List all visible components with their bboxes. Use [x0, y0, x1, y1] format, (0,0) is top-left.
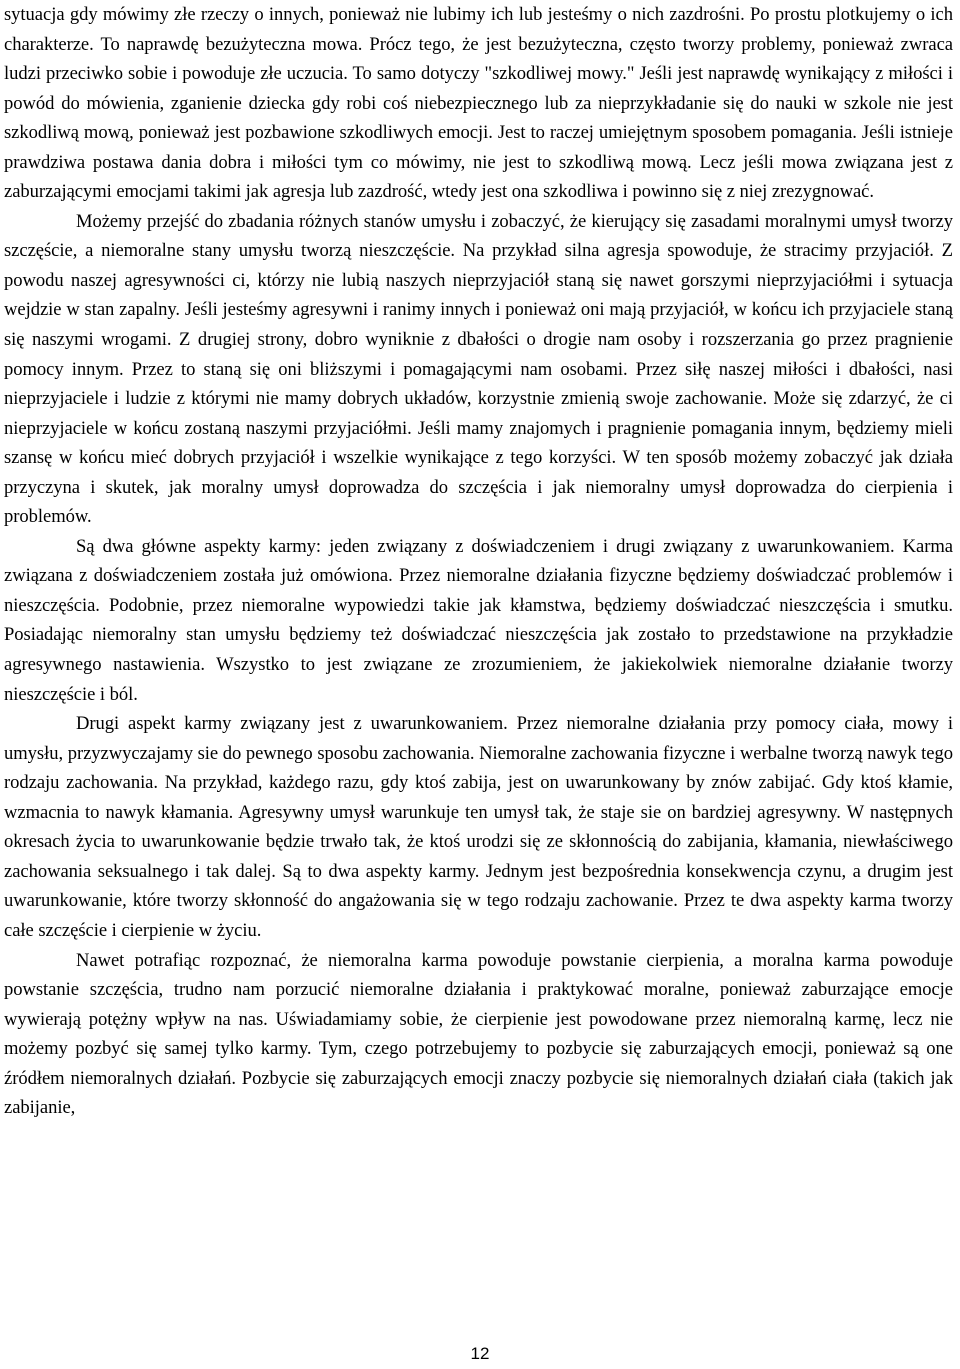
paragraph: Drugi aspekt karmy związany jest z uwarunkowaniem. Przez niemoralne działania przy pomocy ciała, mowy i umysłu, przyzwyczajamy sie do pewnego sposobu zachowania. Niemoralne zachowania fizyczne i werbalne tworzą nawyk tego rodzaju zachowania. Na przykład, każdego razu, gdy ktoś zabija, jest on uwarunkowany by znów zabijać. Gdy ktoś kłamie, wzmacnia to nawyk kłamania. Agresywny umysł warunkuje ten umysł tak, że staje sie on bardziej agresywny. W następnych okresach życia to uwarunkowanie będzie trwało tak, że ktoś urodzi się ze skłonnością do zabijania, kłamania, niewłaściwego zachowania seksualnego i tak dalej. Są to dwa aspekty karmy. Jednym jest bezpośrednia konsekwencja czynu, a drugim jest uwarunkowanie, które tworzy skłonność do angażowania się w tego rodzaju zachowanie. Przez te dwa aspekty karma tworzy całe szczęście i cierpienie w życiu.: [4, 713, 953, 941]
paragraph: Możemy przejść do zbadania różnych stanów umysłu i zobaczyć, że kierujący się zasadami moralnymi umysł tworzy szczęście, a niemoralne stany umysłu tworzą nieszczęście. Na przykład silna agresja spowoduje, że stracimy przyjaciół. Z powodu naszej agresywności ci, którzy nie lubią naszych nieprzyjaciół staną się nawet gorszymi nieprzyjaciółmi i sytuacja wejdzie w stan zapalny. Jeśli jesteśmy agresywni i ranimy innych i ponieważ oni mają przyjaciół, w końcu ich przyjaciele staną się naszymi wrogami. Z drugiej strony, dobro wyniknie z dbałości o drogie nam osoby i rozszerzania go przez pragnienie pomocy innym. Przez to staną się oni bliższymi i pomagającymi nam osobami. Przez siłę naszej miłości i dbałości, nasi nieprzyjaciele i ludzie z którymi nie mamy dobrych układów, korzystnie zmienią swoje zachowanie. Może się zdarzyć, że ci nieprzyjaciele w końcu zostaną naszymi przyjaciółmi. Jeśli mamy znajomych i pragnienie pomagania innym, będziemy mieli szansę w końcu mieć dobrych przyjaciół i wszelkie wynikające z tego korzyści. W ten sposób możemy zobaczyć jak działa przyczyna i skutek, jak moralny umysł doprowadza do szczęścia i jak niemoralny umysł doprowadza do cierpienia i problemów.: [4, 210, 953, 528]
paragraph: Są dwa główne aspekty karmy: jeden związany z doświadczeniem i drugi związany z uwarunkowaniem. Karma związana z doświadczeniem została już omówiona. Przez niemoralne działania fizyczne będziemy doświadczać problemów i nieszczęścia. Podobnie, przez niemoralne wypowiedzi takie jak kłamstwa, będziemy doświadczać nieszczęścia i smutku. Posiadając niemoralny stan umysłu będziemy też doświadczać nieszczęścia jak zostało to przedstawione na przykładzie agresywnego nastawienia. Wszystko to jest związane ze zrozumieniem, że jakiekolwiek niemoralne działanie tworzy nieszczęście i ból.: [4, 535, 953, 705]
paragraph: Nawet potrafiąc rozpoznać, że niemoralna karma powoduje powstanie cierpienia, a moralna karma powoduje powstanie szczęścia, trudno nam porzucić niemoralne działania i praktykować moralne, ponieważ zaburzające emocje wywierają potężny wpływ na nas. Uświadamiamy sobie, że cierpienie jest powodowane przez niemoralną karmę, lecz nie możemy pozbyć się samej tylko karmy. Tym, czego potrzebujemy to pozbycie się zaburzających emocji, ponieważ są one źródłem niemoralnych działań. Pozbycie się zaburzających emocji znaczy pozbycie się niemoralnych działań ciała (takich jak zabijanie,: [4, 949, 953, 1119]
body-text: [4, 0, 953, 1123]
page-number: 12: [470, 1344, 490, 1363]
paragraph: sytuacja gdy mówimy złe rzeczy o innych, ponieważ nie lubimy ich lub jesteśmy o nich zazdrośni. Po prostu plotkujemy o ich charakterze. To naprawdę bezużyteczna mowa. Prócz tego, że jest bezużyteczna, często tworzy problemy, ponieważ zwraca ludzi przeciwko sobie i powoduje złe uczucia. To samo dotyczy "szkodliwej mowy." Jeśli jest naprawdę wynikający z miłości i powód do mówienia, zganienie dziecka gdy robi coś niebezpiecznego lub za nieprzykładanie się do nauki w szkole nie jest szkodliwą mową, ponieważ jest pozbawione szkodliwych emocji. Jest to raczej umiejętnym sposobem pomagania. Jeśli istnieje prawdziwa postawa dania dobra i miłości tym co mówimy, nie jest to szkodliwą mową. Lecz jeśli mowa związana jest z zaburzającymi emocjami takimi jak agresja lub zazdrość, wtedy jest ona szkodliwa i powinno się z niej zrezygnować.: [4, 4, 953, 203]
